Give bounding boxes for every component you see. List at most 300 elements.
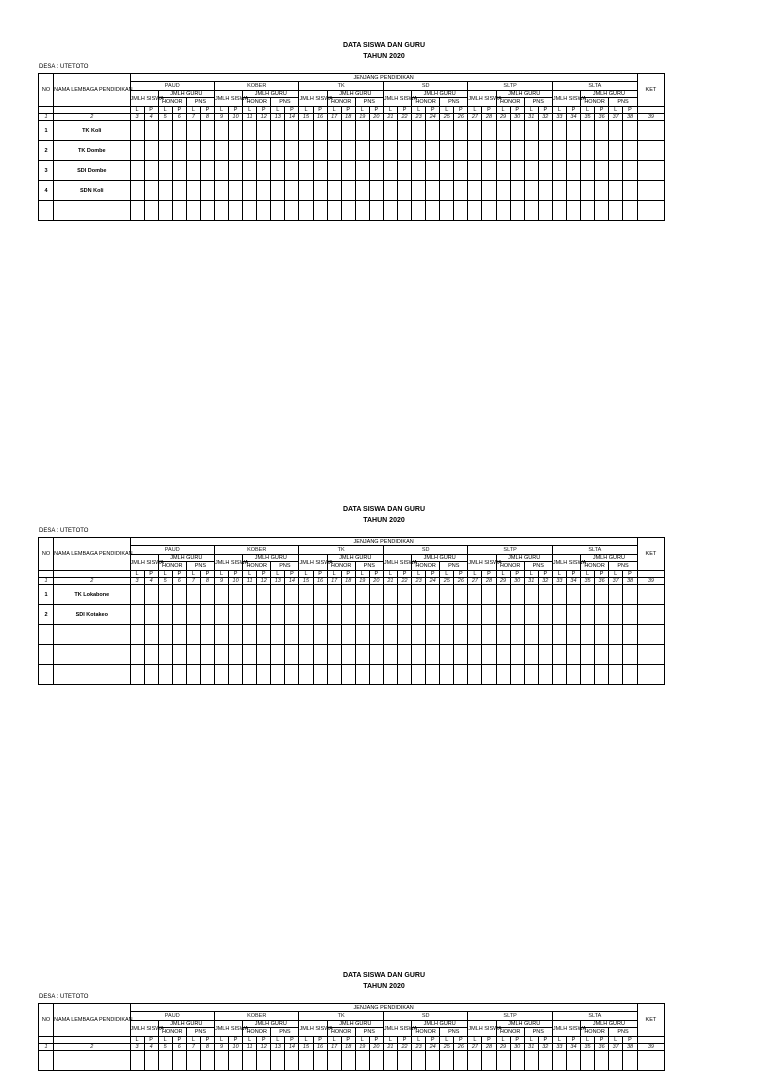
- data-cell[interactable]: [468, 161, 482, 181]
- ket-cell[interactable]: [637, 665, 664, 685]
- data-cell[interactable]: [271, 605, 285, 625]
- data-cell[interactable]: [454, 141, 468, 161]
- data-cell[interactable]: [538, 141, 552, 161]
- data-cell[interactable]: [229, 645, 243, 665]
- data-cell[interactable]: [285, 605, 299, 625]
- data-cell[interactable]: [369, 645, 383, 665]
- data-cell[interactable]: [524, 181, 538, 201]
- data-cell[interactable]: [186, 1051, 200, 1071]
- data-cell[interactable]: [369, 121, 383, 141]
- data-cell[interactable]: [510, 585, 524, 605]
- data-cell[interactable]: [595, 625, 609, 645]
- data-cell[interactable]: [369, 181, 383, 201]
- data-cell[interactable]: [271, 1051, 285, 1071]
- data-cell[interactable]: [313, 665, 327, 685]
- data-cell[interactable]: [623, 605, 638, 625]
- data-cell[interactable]: [285, 121, 299, 141]
- data-cell[interactable]: [229, 585, 243, 605]
- data-cell[interactable]: [327, 1051, 341, 1071]
- data-cell[interactable]: [144, 585, 158, 605]
- data-cell[interactable]: [426, 585, 440, 605]
- data-cell[interactable]: [214, 181, 228, 201]
- data-cell[interactable]: [186, 201, 200, 221]
- data-cell[interactable]: [538, 605, 552, 625]
- data-cell[interactable]: [130, 1051, 144, 1071]
- data-cell[interactable]: [538, 181, 552, 201]
- data-cell[interactable]: [482, 181, 496, 201]
- data-cell[interactable]: [158, 1051, 172, 1071]
- data-cell[interactable]: [243, 585, 257, 605]
- data-cell[interactable]: [186, 625, 200, 645]
- data-cell[interactable]: [172, 1051, 186, 1071]
- data-cell[interactable]: [468, 585, 482, 605]
- data-cell[interactable]: [186, 605, 200, 625]
- data-cell[interactable]: [355, 141, 369, 161]
- data-cell[interactable]: [524, 625, 538, 645]
- data-cell[interactable]: [243, 645, 257, 665]
- data-cell[interactable]: [426, 625, 440, 645]
- data-cell[interactable]: [172, 625, 186, 645]
- data-cell[interactable]: [623, 201, 638, 221]
- data-cell[interactable]: [257, 121, 271, 141]
- data-cell[interactable]: [313, 605, 327, 625]
- data-cell[interactable]: [482, 625, 496, 645]
- data-cell[interactable]: [510, 141, 524, 161]
- data-cell[interactable]: [383, 625, 397, 645]
- data-cell[interactable]: [355, 605, 369, 625]
- data-cell[interactable]: [327, 605, 341, 625]
- data-cell[interactable]: [172, 141, 186, 161]
- data-cell[interactable]: [510, 161, 524, 181]
- data-cell[interactable]: [130, 161, 144, 181]
- data-cell[interactable]: [229, 161, 243, 181]
- data-cell[interactable]: [468, 625, 482, 645]
- data-cell[interactable]: [130, 665, 144, 685]
- data-cell[interactable]: [581, 585, 595, 605]
- data-cell[interactable]: [341, 161, 355, 181]
- data-cell[interactable]: [271, 585, 285, 605]
- data-cell[interactable]: [214, 585, 228, 605]
- data-cell[interactable]: [229, 181, 243, 201]
- data-cell[interactable]: [130, 585, 144, 605]
- ket-cell[interactable]: [637, 645, 664, 665]
- data-cell[interactable]: [623, 161, 638, 181]
- data-cell[interactable]: [383, 181, 397, 201]
- data-cell[interactable]: [285, 1051, 299, 1071]
- data-cell[interactable]: [257, 1051, 271, 1071]
- data-cell[interactable]: [383, 121, 397, 141]
- data-cell[interactable]: [130, 121, 144, 141]
- data-cell[interactable]: [609, 605, 623, 625]
- data-cell[interactable]: [172, 121, 186, 141]
- data-cell[interactable]: [397, 1051, 411, 1071]
- data-cell[interactable]: [341, 625, 355, 645]
- data-cell[interactable]: [510, 1051, 524, 1071]
- data-cell[interactable]: [327, 161, 341, 181]
- data-cell[interactable]: [313, 181, 327, 201]
- data-cell[interactable]: [144, 665, 158, 685]
- data-cell[interactable]: [299, 121, 313, 141]
- data-cell[interactable]: [412, 1051, 426, 1071]
- data-cell[interactable]: [313, 585, 327, 605]
- data-cell[interactable]: [313, 141, 327, 161]
- data-cell[interactable]: [595, 201, 609, 221]
- data-cell[interactable]: [158, 141, 172, 161]
- data-cell[interactable]: [299, 585, 313, 605]
- data-cell[interactable]: [229, 141, 243, 161]
- data-cell[interactable]: [581, 181, 595, 201]
- data-cell[interactable]: [581, 121, 595, 141]
- data-cell[interactable]: [595, 121, 609, 141]
- data-cell[interactable]: [299, 645, 313, 665]
- data-cell[interactable]: [468, 121, 482, 141]
- data-cell[interactable]: [397, 605, 411, 625]
- data-cell[interactable]: [412, 625, 426, 645]
- data-cell[interactable]: [257, 141, 271, 161]
- data-cell[interactable]: [369, 665, 383, 685]
- data-cell[interactable]: [144, 121, 158, 141]
- data-cell[interactable]: [383, 585, 397, 605]
- data-cell[interactable]: [623, 665, 638, 685]
- data-cell[interactable]: [299, 161, 313, 181]
- data-cell[interactable]: [158, 625, 172, 645]
- data-cell[interactable]: [482, 141, 496, 161]
- data-cell[interactable]: [552, 141, 566, 161]
- data-cell[interactable]: [397, 645, 411, 665]
- data-cell[interactable]: [214, 625, 228, 645]
- data-cell[interactable]: [552, 161, 566, 181]
- data-cell[interactable]: [609, 141, 623, 161]
- data-cell[interactable]: [440, 1051, 454, 1071]
- data-cell[interactable]: [440, 645, 454, 665]
- data-cell[interactable]: [609, 1051, 623, 1071]
- data-cell[interactable]: [313, 121, 327, 141]
- data-cell[interactable]: [257, 585, 271, 605]
- data-cell[interactable]: [538, 585, 552, 605]
- data-cell[interactable]: [271, 161, 285, 181]
- data-cell[interactable]: [496, 665, 510, 685]
- data-cell[interactable]: [552, 121, 566, 141]
- data-cell[interactable]: [623, 645, 638, 665]
- data-cell[interactable]: [454, 1051, 468, 1071]
- data-cell[interactable]: [369, 625, 383, 645]
- data-cell[interactable]: [299, 1051, 313, 1071]
- data-cell[interactable]: [440, 201, 454, 221]
- data-cell[interactable]: [257, 645, 271, 665]
- data-cell[interactable]: [595, 181, 609, 201]
- data-cell[interactable]: [440, 665, 454, 685]
- data-cell[interactable]: [510, 625, 524, 645]
- data-cell[interactable]: [440, 181, 454, 201]
- data-cell[interactable]: [186, 121, 200, 141]
- data-cell[interactable]: [229, 625, 243, 645]
- data-cell[interactable]: [229, 121, 243, 141]
- data-cell[interactable]: [144, 1051, 158, 1071]
- data-cell[interactable]: [454, 625, 468, 645]
- data-cell[interactable]: [327, 181, 341, 201]
- data-cell[interactable]: [552, 201, 566, 221]
- data-cell[interactable]: [468, 181, 482, 201]
- data-cell[interactable]: [383, 1051, 397, 1071]
- data-cell[interactable]: [426, 181, 440, 201]
- data-cell[interactable]: [299, 605, 313, 625]
- data-cell[interactable]: [355, 181, 369, 201]
- data-cell[interactable]: [552, 1051, 566, 1071]
- data-cell[interactable]: [257, 181, 271, 201]
- data-cell[interactable]: [595, 141, 609, 161]
- data-cell[interactable]: [581, 161, 595, 181]
- data-cell[interactable]: [285, 645, 299, 665]
- data-cell[interactable]: [595, 585, 609, 605]
- data-cell[interactable]: [595, 161, 609, 181]
- data-cell[interactable]: [397, 161, 411, 181]
- data-cell[interactable]: [158, 605, 172, 625]
- data-cell[interactable]: [440, 605, 454, 625]
- data-cell[interactable]: [285, 665, 299, 685]
- data-cell[interactable]: [609, 645, 623, 665]
- data-cell[interactable]: [369, 161, 383, 181]
- data-cell[interactable]: [383, 201, 397, 221]
- data-cell[interactable]: [327, 665, 341, 685]
- data-cell[interactable]: [581, 625, 595, 645]
- data-cell[interactable]: [130, 201, 144, 221]
- data-cell[interactable]: [158, 201, 172, 221]
- data-cell[interactable]: [552, 605, 566, 625]
- data-cell[interactable]: [383, 665, 397, 685]
- data-cell[interactable]: [229, 665, 243, 685]
- data-cell[interactable]: [158, 121, 172, 141]
- data-cell[interactable]: [172, 665, 186, 685]
- data-cell[interactable]: [214, 645, 228, 665]
- data-cell[interactable]: [482, 665, 496, 685]
- data-cell[interactable]: [144, 161, 158, 181]
- data-cell[interactable]: [144, 645, 158, 665]
- data-cell[interactable]: [397, 201, 411, 221]
- data-cell[interactable]: [313, 161, 327, 181]
- data-cell[interactable]: [355, 665, 369, 685]
- data-cell[interactable]: [200, 181, 214, 201]
- data-cell[interactable]: [524, 585, 538, 605]
- data-cell[interactable]: [566, 121, 580, 141]
- data-cell[interactable]: [383, 645, 397, 665]
- data-cell[interactable]: [383, 161, 397, 181]
- data-cell[interactable]: [257, 201, 271, 221]
- data-cell[interactable]: [214, 201, 228, 221]
- data-cell[interactable]: [496, 585, 510, 605]
- data-cell[interactable]: [454, 201, 468, 221]
- data-cell[interactable]: [426, 141, 440, 161]
- data-cell[interactable]: [538, 201, 552, 221]
- data-cell[interactable]: [454, 645, 468, 665]
- data-cell[interactable]: [454, 605, 468, 625]
- data-cell[interactable]: [243, 161, 257, 181]
- data-cell[interactable]: [595, 645, 609, 665]
- data-cell[interactable]: [412, 605, 426, 625]
- data-cell[interactable]: [186, 161, 200, 181]
- data-cell[interactable]: [243, 605, 257, 625]
- data-cell[interactable]: [369, 1051, 383, 1071]
- ket-cell[interactable]: [637, 161, 664, 181]
- data-cell[interactable]: [130, 181, 144, 201]
- data-cell[interactable]: [355, 201, 369, 221]
- data-cell[interactable]: [243, 181, 257, 201]
- data-cell[interactable]: [243, 625, 257, 645]
- data-cell[interactable]: [383, 605, 397, 625]
- data-cell[interactable]: [609, 201, 623, 221]
- data-cell[interactable]: [566, 585, 580, 605]
- data-cell[interactable]: [496, 605, 510, 625]
- data-cell[interactable]: [285, 625, 299, 645]
- data-cell[interactable]: [200, 605, 214, 625]
- data-cell[interactable]: [510, 665, 524, 685]
- data-cell[interactable]: [566, 141, 580, 161]
- data-cell[interactable]: [355, 161, 369, 181]
- data-cell[interactable]: [412, 141, 426, 161]
- data-cell[interactable]: [200, 625, 214, 645]
- data-cell[interactable]: [440, 141, 454, 161]
- data-cell[interactable]: [468, 201, 482, 221]
- data-cell[interactable]: [510, 121, 524, 141]
- data-cell[interactable]: [341, 585, 355, 605]
- data-cell[interactable]: [482, 585, 496, 605]
- data-cell[interactable]: [524, 645, 538, 665]
- data-cell[interactable]: [496, 1051, 510, 1071]
- data-cell[interactable]: [552, 181, 566, 201]
- data-cell[interactable]: [172, 585, 186, 605]
- data-cell[interactable]: [257, 161, 271, 181]
- data-cell[interactable]: [566, 161, 580, 181]
- data-cell[interactable]: [313, 625, 327, 645]
- data-cell[interactable]: [581, 605, 595, 625]
- data-cell[interactable]: [482, 1051, 496, 1071]
- data-cell[interactable]: [524, 141, 538, 161]
- data-cell[interactable]: [172, 645, 186, 665]
- data-cell[interactable]: [214, 141, 228, 161]
- data-cell[interactable]: [299, 625, 313, 645]
- data-cell[interactable]: [144, 141, 158, 161]
- ket-cell[interactable]: [637, 1051, 664, 1071]
- data-cell[interactable]: [243, 1051, 257, 1071]
- data-cell[interactable]: [229, 201, 243, 221]
- data-cell[interactable]: [369, 201, 383, 221]
- data-cell[interactable]: [482, 605, 496, 625]
- data-cell[interactable]: [158, 665, 172, 685]
- data-cell[interactable]: [271, 645, 285, 665]
- data-cell[interactable]: [595, 665, 609, 685]
- data-cell[interactable]: [538, 1051, 552, 1071]
- data-cell[interactable]: [369, 585, 383, 605]
- data-cell[interactable]: [313, 645, 327, 665]
- data-cell[interactable]: [623, 181, 638, 201]
- data-cell[interactable]: [299, 665, 313, 685]
- data-cell[interactable]: [130, 645, 144, 665]
- data-cell[interactable]: [468, 1051, 482, 1071]
- ket-cell[interactable]: [637, 605, 664, 625]
- data-cell[interactable]: [524, 665, 538, 685]
- data-cell[interactable]: [144, 201, 158, 221]
- data-cell[interactable]: [285, 141, 299, 161]
- data-cell[interactable]: [271, 201, 285, 221]
- data-cell[interactable]: [186, 141, 200, 161]
- data-cell[interactable]: [609, 121, 623, 141]
- data-cell[interactable]: [412, 585, 426, 605]
- data-cell[interactable]: [566, 181, 580, 201]
- data-cell[interactable]: [482, 645, 496, 665]
- data-cell[interactable]: [271, 625, 285, 645]
- data-cell[interactable]: [243, 141, 257, 161]
- data-cell[interactable]: [581, 665, 595, 685]
- data-cell[interactable]: [158, 161, 172, 181]
- data-cell[interactable]: [426, 1051, 440, 1071]
- data-cell[interactable]: [341, 605, 355, 625]
- data-cell[interactable]: [397, 625, 411, 645]
- data-cell[interactable]: [623, 625, 638, 645]
- data-cell[interactable]: [172, 201, 186, 221]
- data-cell[interactable]: [566, 201, 580, 221]
- data-cell[interactable]: [440, 121, 454, 141]
- data-cell[interactable]: [243, 665, 257, 685]
- data-cell[interactable]: [299, 201, 313, 221]
- data-cell[interactable]: [454, 161, 468, 181]
- data-cell[interactable]: [426, 161, 440, 181]
- data-cell[interactable]: [566, 665, 580, 685]
- data-cell[interactable]: [369, 605, 383, 625]
- data-cell[interactable]: [595, 1051, 609, 1071]
- data-cell[interactable]: [341, 121, 355, 141]
- data-cell[interactable]: [214, 605, 228, 625]
- data-cell[interactable]: [257, 605, 271, 625]
- data-cell[interactable]: [172, 181, 186, 201]
- data-cell[interactable]: [214, 665, 228, 685]
- data-cell[interactable]: [355, 121, 369, 141]
- data-cell[interactable]: [172, 605, 186, 625]
- data-cell[interactable]: [426, 201, 440, 221]
- data-cell[interactable]: [454, 121, 468, 141]
- data-cell[interactable]: [581, 645, 595, 665]
- data-cell[interactable]: [426, 605, 440, 625]
- data-cell[interactable]: [468, 665, 482, 685]
- data-cell[interactable]: [200, 201, 214, 221]
- data-cell[interactable]: [510, 645, 524, 665]
- data-cell[interactable]: [186, 645, 200, 665]
- data-cell[interactable]: [524, 201, 538, 221]
- data-cell[interactable]: [397, 121, 411, 141]
- data-cell[interactable]: [595, 605, 609, 625]
- data-cell[interactable]: [397, 585, 411, 605]
- data-cell[interactable]: [285, 585, 299, 605]
- data-cell[interactable]: [355, 645, 369, 665]
- data-cell[interactable]: [397, 665, 411, 685]
- data-cell[interactable]: [609, 161, 623, 181]
- ket-cell[interactable]: [637, 625, 664, 645]
- data-cell[interactable]: [341, 181, 355, 201]
- data-cell[interactable]: [200, 665, 214, 685]
- data-cell[interactable]: [397, 141, 411, 161]
- data-cell[interactable]: [369, 141, 383, 161]
- data-cell[interactable]: [552, 665, 566, 685]
- ket-cell[interactable]: [637, 141, 664, 161]
- ket-cell[interactable]: [637, 585, 664, 605]
- data-cell[interactable]: [426, 645, 440, 665]
- data-cell[interactable]: [496, 645, 510, 665]
- data-cell[interactable]: [482, 121, 496, 141]
- data-cell[interactable]: [454, 181, 468, 201]
- data-cell[interactable]: [468, 645, 482, 665]
- data-cell[interactable]: [566, 625, 580, 645]
- data-cell[interactable]: [355, 625, 369, 645]
- data-cell[interactable]: [285, 201, 299, 221]
- data-cell[interactable]: [186, 585, 200, 605]
